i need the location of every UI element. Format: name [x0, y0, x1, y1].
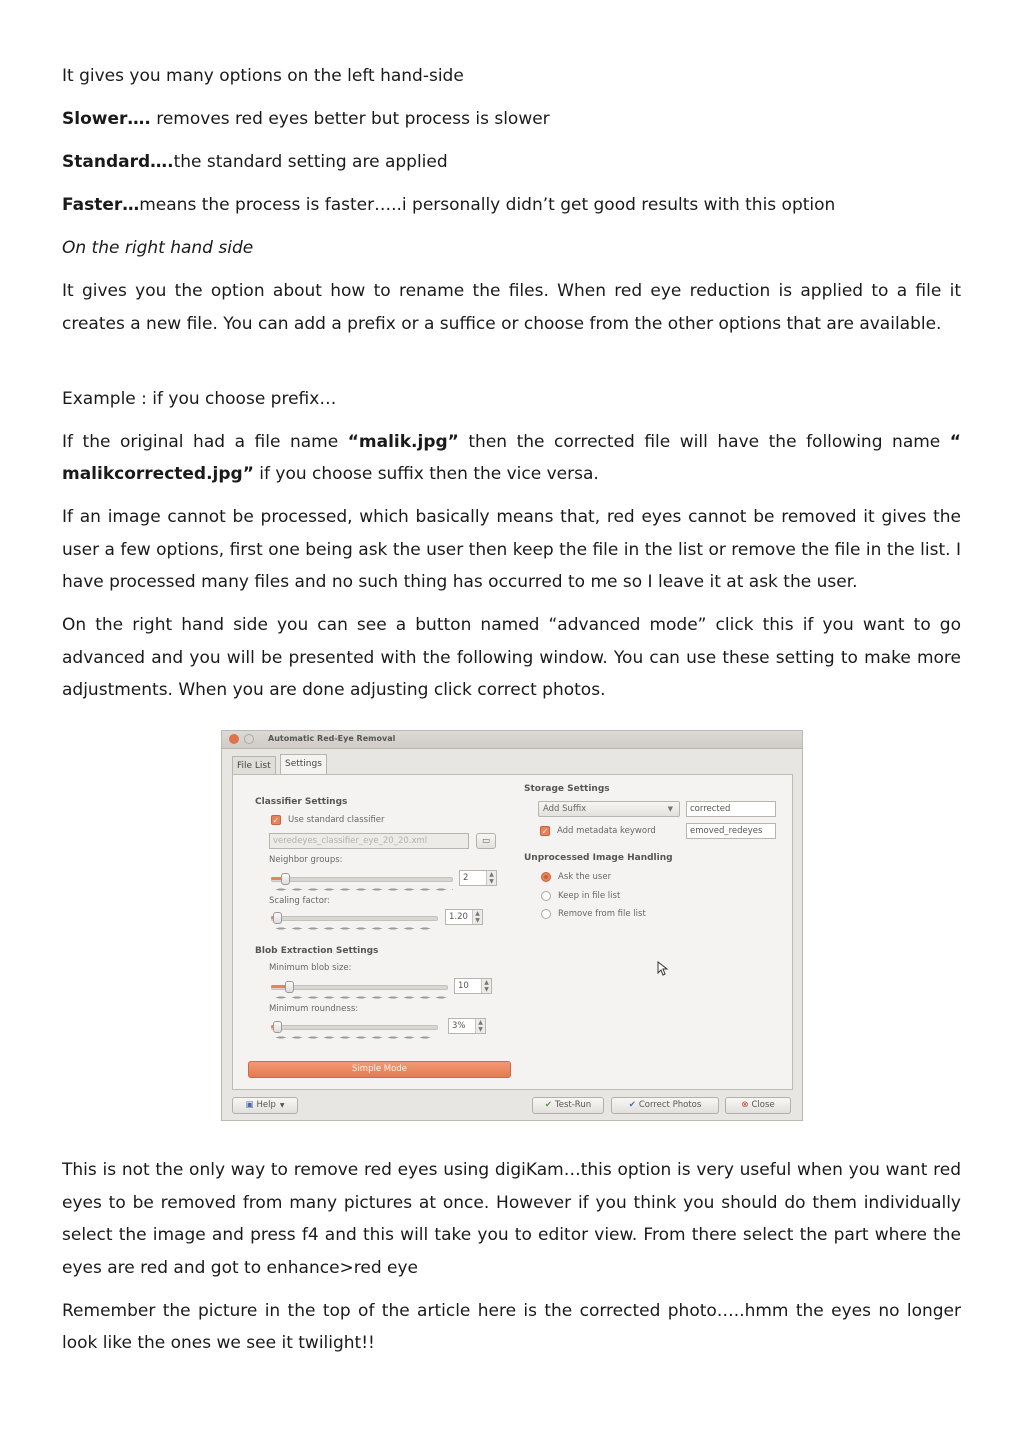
radio-keep-in-list[interactable]	[541, 891, 551, 901]
min-blob-label: Minimum blob size:	[269, 963, 352, 973]
red-eye-dialog-screenshot	[221, 730, 803, 1121]
spin-arrows-icon[interactable]: ▲ ▼	[472, 910, 482, 924]
example-line: Example : if you choose prefix…	[62, 388, 337, 409]
checkmark-icon: ✔	[628, 1100, 636, 1110]
scaling-slider-handle[interactable]	[273, 912, 282, 924]
metadata-keyword-input[interactable]: emoved_redeyes	[686, 823, 776, 839]
classifier-file-field: veredeyes_classifier_eye_20_20.xml	[269, 833, 469, 849]
document-conclusion	[62, 1154, 961, 1370]
blob-ticks	[273, 996, 448, 999]
spin-arrows-icon[interactable]: ▲ ▼	[481, 979, 491, 993]
scaling-slider-track[interactable]	[271, 916, 438, 921]
dialog-title: Automatic Red-Eye Removal	[268, 734, 396, 743]
storage-heading: Storage Settings	[524, 784, 610, 794]
roundness-slider-track[interactable]	[271, 1025, 438, 1030]
min-roundness-spinbox[interactable]: 3% ▲ ▼	[448, 1018, 486, 1034]
keep-in-list-label: Keep in file list	[558, 891, 621, 901]
scaling-ticks	[273, 927, 433, 930]
save-icon[interactable]: ▭	[476, 833, 496, 849]
standard-option: Standard….the standard setting are applied	[62, 152, 448, 172]
document-body	[62, 60, 961, 717]
unprocessed-paragraph: If an image cannot be processed, which basically means that, red eyes cannot be removed it gives the user a few options, first one being ask the user then keep the file in the list or remove the file in the list. I have processed many files and no such thing has occurred to me so I leave it at ask the user.	[62, 507, 961, 592]
roundness-slider-handle[interactable]	[273, 1021, 282, 1033]
help-button[interactable]: ▣ Help ▼	[232, 1097, 298, 1114]
tab-settings[interactable]: Settings	[280, 754, 327, 776]
neighbor-slider-track[interactable]	[271, 877, 453, 882]
help-icon: ▣	[245, 1100, 254, 1110]
neighbor-groups-spinbox[interactable]: 2 ▲ ▼	[459, 870, 497, 886]
scaling-factor-spinbox[interactable]: 1.20 ▲ ▼	[445, 909, 483, 925]
checkmark-icon: ✔	[544, 1100, 552, 1110]
neighbor-slider-handle[interactable]	[281, 873, 290, 885]
suffix-input[interactable]: corrected	[686, 801, 776, 817]
faster-option: Faster…means the process is faster…..i personally didn’t get good results with this option	[62, 195, 836, 215]
neighbor-groups-label: Neighbor groups:	[269, 855, 343, 865]
filename-paragraph: If the original had a file name “malik.jpg” then the corrected file will have the following name “ malikcorrected.jpg” if you choose suffix then the vice versa.	[62, 431, 961, 484]
add-metadata-label: Add metadata keyword	[557, 826, 656, 836]
radio-remove-from-list[interactable]	[541, 909, 551, 919]
chevron-down-icon: ▼	[279, 1102, 285, 1109]
outro-paragraph-2: Remember the picture in the top of the article here is the corrected photo…..hmm the eyes no longer look like the ones we see it twilight!!	[62, 1300, 961, 1353]
use-standard-checkbox[interactable]: ✓	[272, 816, 280, 825]
suffix-combobox[interactable]: Add Suffix ▼	[538, 801, 680, 817]
chevron-down-icon: ▼	[667, 805, 673, 813]
classifier-heading: Classifier Settings	[255, 797, 348, 807]
add-metadata-checkbox[interactable]: ✓	[541, 827, 549, 836]
min-blob-spinbox[interactable]: 10 ▲ ▼	[454, 978, 492, 994]
unprocessed-heading: Unprocessed Image Handling	[524, 853, 673, 863]
intro-line: It gives you many options on the left hand-side	[62, 66, 464, 86]
advanced-paragraph: On the right hand side you can see a button named “advanced mode” click this if you want to go advanced and you will be presented with the following window. You can use these setting to make more adjustments. When you are done adjusting click correct photos.	[62, 615, 961, 700]
radio-ask-user[interactable]	[541, 872, 551, 882]
blob-slider-track[interactable]	[271, 985, 448, 990]
rename-paragraph: It gives you the option about how to rename the files. When red eye reduction is applied to a file it creates a new file. You can add a prefix or a suffice or choose from the other options that are available.	[62, 281, 961, 334]
mouse-cursor-icon	[657, 961, 669, 977]
dialog-titlebar	[222, 731, 802, 749]
close-window-icon[interactable]	[229, 734, 239, 744]
spin-arrows-icon[interactable]: ▲ ▼	[475, 1019, 485, 1033]
right-side-heading: On the right hand side	[62, 238, 254, 258]
outro-paragraph-1: This is not the only way to remove red eyes using digiKam…this option is very useful when you want red eyes to be removed from many pictures at once. However if you think you should do them individually select the image and press f4 and this will take you to editor view. From there select the part where the eyes are red and got to enhance>red eye	[62, 1160, 961, 1278]
test-run-button[interactable]: ✔ Test-Run	[532, 1097, 604, 1114]
settings-panel	[232, 774, 793, 1090]
tab-file-list[interactable]: File List	[232, 756, 276, 775]
remove-from-list-label: Remove from file list	[558, 909, 646, 919]
ask-user-label: Ask the user	[558, 872, 612, 882]
neighbor-ticks	[273, 888, 453, 891]
simple-mode-button[interactable]: Simple Mode	[248, 1061, 511, 1078]
minimize-window-icon[interactable]	[244, 734, 254, 744]
close-icon: ⊗	[741, 1100, 749, 1110]
use-standard-label: Use standard classifier	[288, 815, 385, 825]
scaling-factor-label: Scaling factor:	[269, 896, 331, 906]
spin-arrows-icon[interactable]: ▲ ▼	[486, 871, 496, 885]
slower-option: Slower…. removes red eyes better but process is slower	[62, 109, 550, 129]
roundness-ticks	[273, 1036, 433, 1039]
blob-slider-handle[interactable]	[285, 981, 294, 993]
min-roundness-label: Minimum roundness:	[269, 1004, 359, 1014]
correct-photos-button[interactable]: ✔ Correct Photos	[611, 1097, 719, 1114]
blob-heading: Blob Extraction Settings	[255, 946, 379, 956]
close-button[interactable]: ⊗ Close	[725, 1097, 791, 1114]
